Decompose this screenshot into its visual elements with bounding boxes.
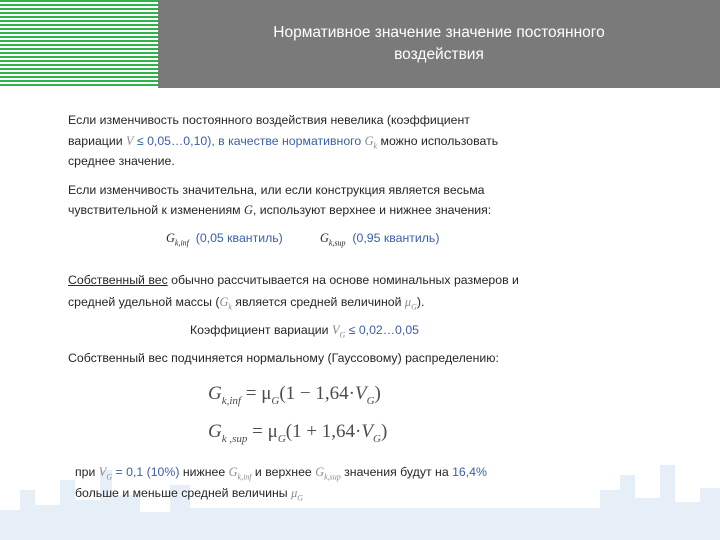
paragraph-5-line-2: больше и меньше средней величины $\mu_G$: [75, 486, 304, 503]
formula-inf: $G_{k,inf} = \mu_G(1 - 1,64\cdot V_G)$: [208, 383, 381, 407]
paragraph-2-line-2: чувствительной к изменениям G, используют верхнее и нижнее значения:: [68, 203, 492, 217]
paragraph-4: Собственный вес подчиняется нормальному (Гауссовому) распределению:: [68, 351, 499, 365]
paragraph-3-line-2: средней удельной массы ($G_k$ является средней величиной $\mu_G$).: [68, 295, 425, 312]
paragraph-3-line-1: Собственный вес обычно рассчитывается на основе номинальных размеров и: [68, 273, 519, 287]
paragraph-1-line-3: среднее значение.: [68, 154, 175, 168]
paragraph-5-line-1: при $V_G = 0,1$ (10%) нижнее $G_{k,inf}$ и верхнее $G_{k,sup}$ значения будут на 16,4%: [75, 465, 487, 482]
title-line-2: воздействия: [394, 46, 484, 63]
paragraph-1-line-1: Если изменчивость постоянного воздействия невелика (коэффициент: [68, 113, 470, 127]
quantile-sup: $G_{k,sup}$ (0,95 квантиль): [320, 231, 440, 248]
quantile-inf: $G_{k,inf}$ (0,05 квантиль): [166, 231, 283, 248]
paragraph-2-line-1: Если изменчивость значительна, или если конструкция является весьма: [68, 183, 485, 197]
page-title: [158, 22, 720, 66]
formula-sup: $G_{k ,sup} = \mu_G(1 + 1,64\cdot V_G)$: [208, 421, 388, 445]
paragraph-1-line-2: вариации V ≤ 0,05…0,10), в качестве нормативного $G_k$ можно использовать: [68, 134, 499, 151]
striped-logo-block: [0, 0, 158, 88]
title-bar: [158, 0, 720, 88]
title-line-1: Нормативное значение значение постоянного: [273, 24, 605, 41]
variation-coefficient: Коэффициент вариации $V_G$ ≤ 0,02…0,05: [190, 323, 419, 340]
